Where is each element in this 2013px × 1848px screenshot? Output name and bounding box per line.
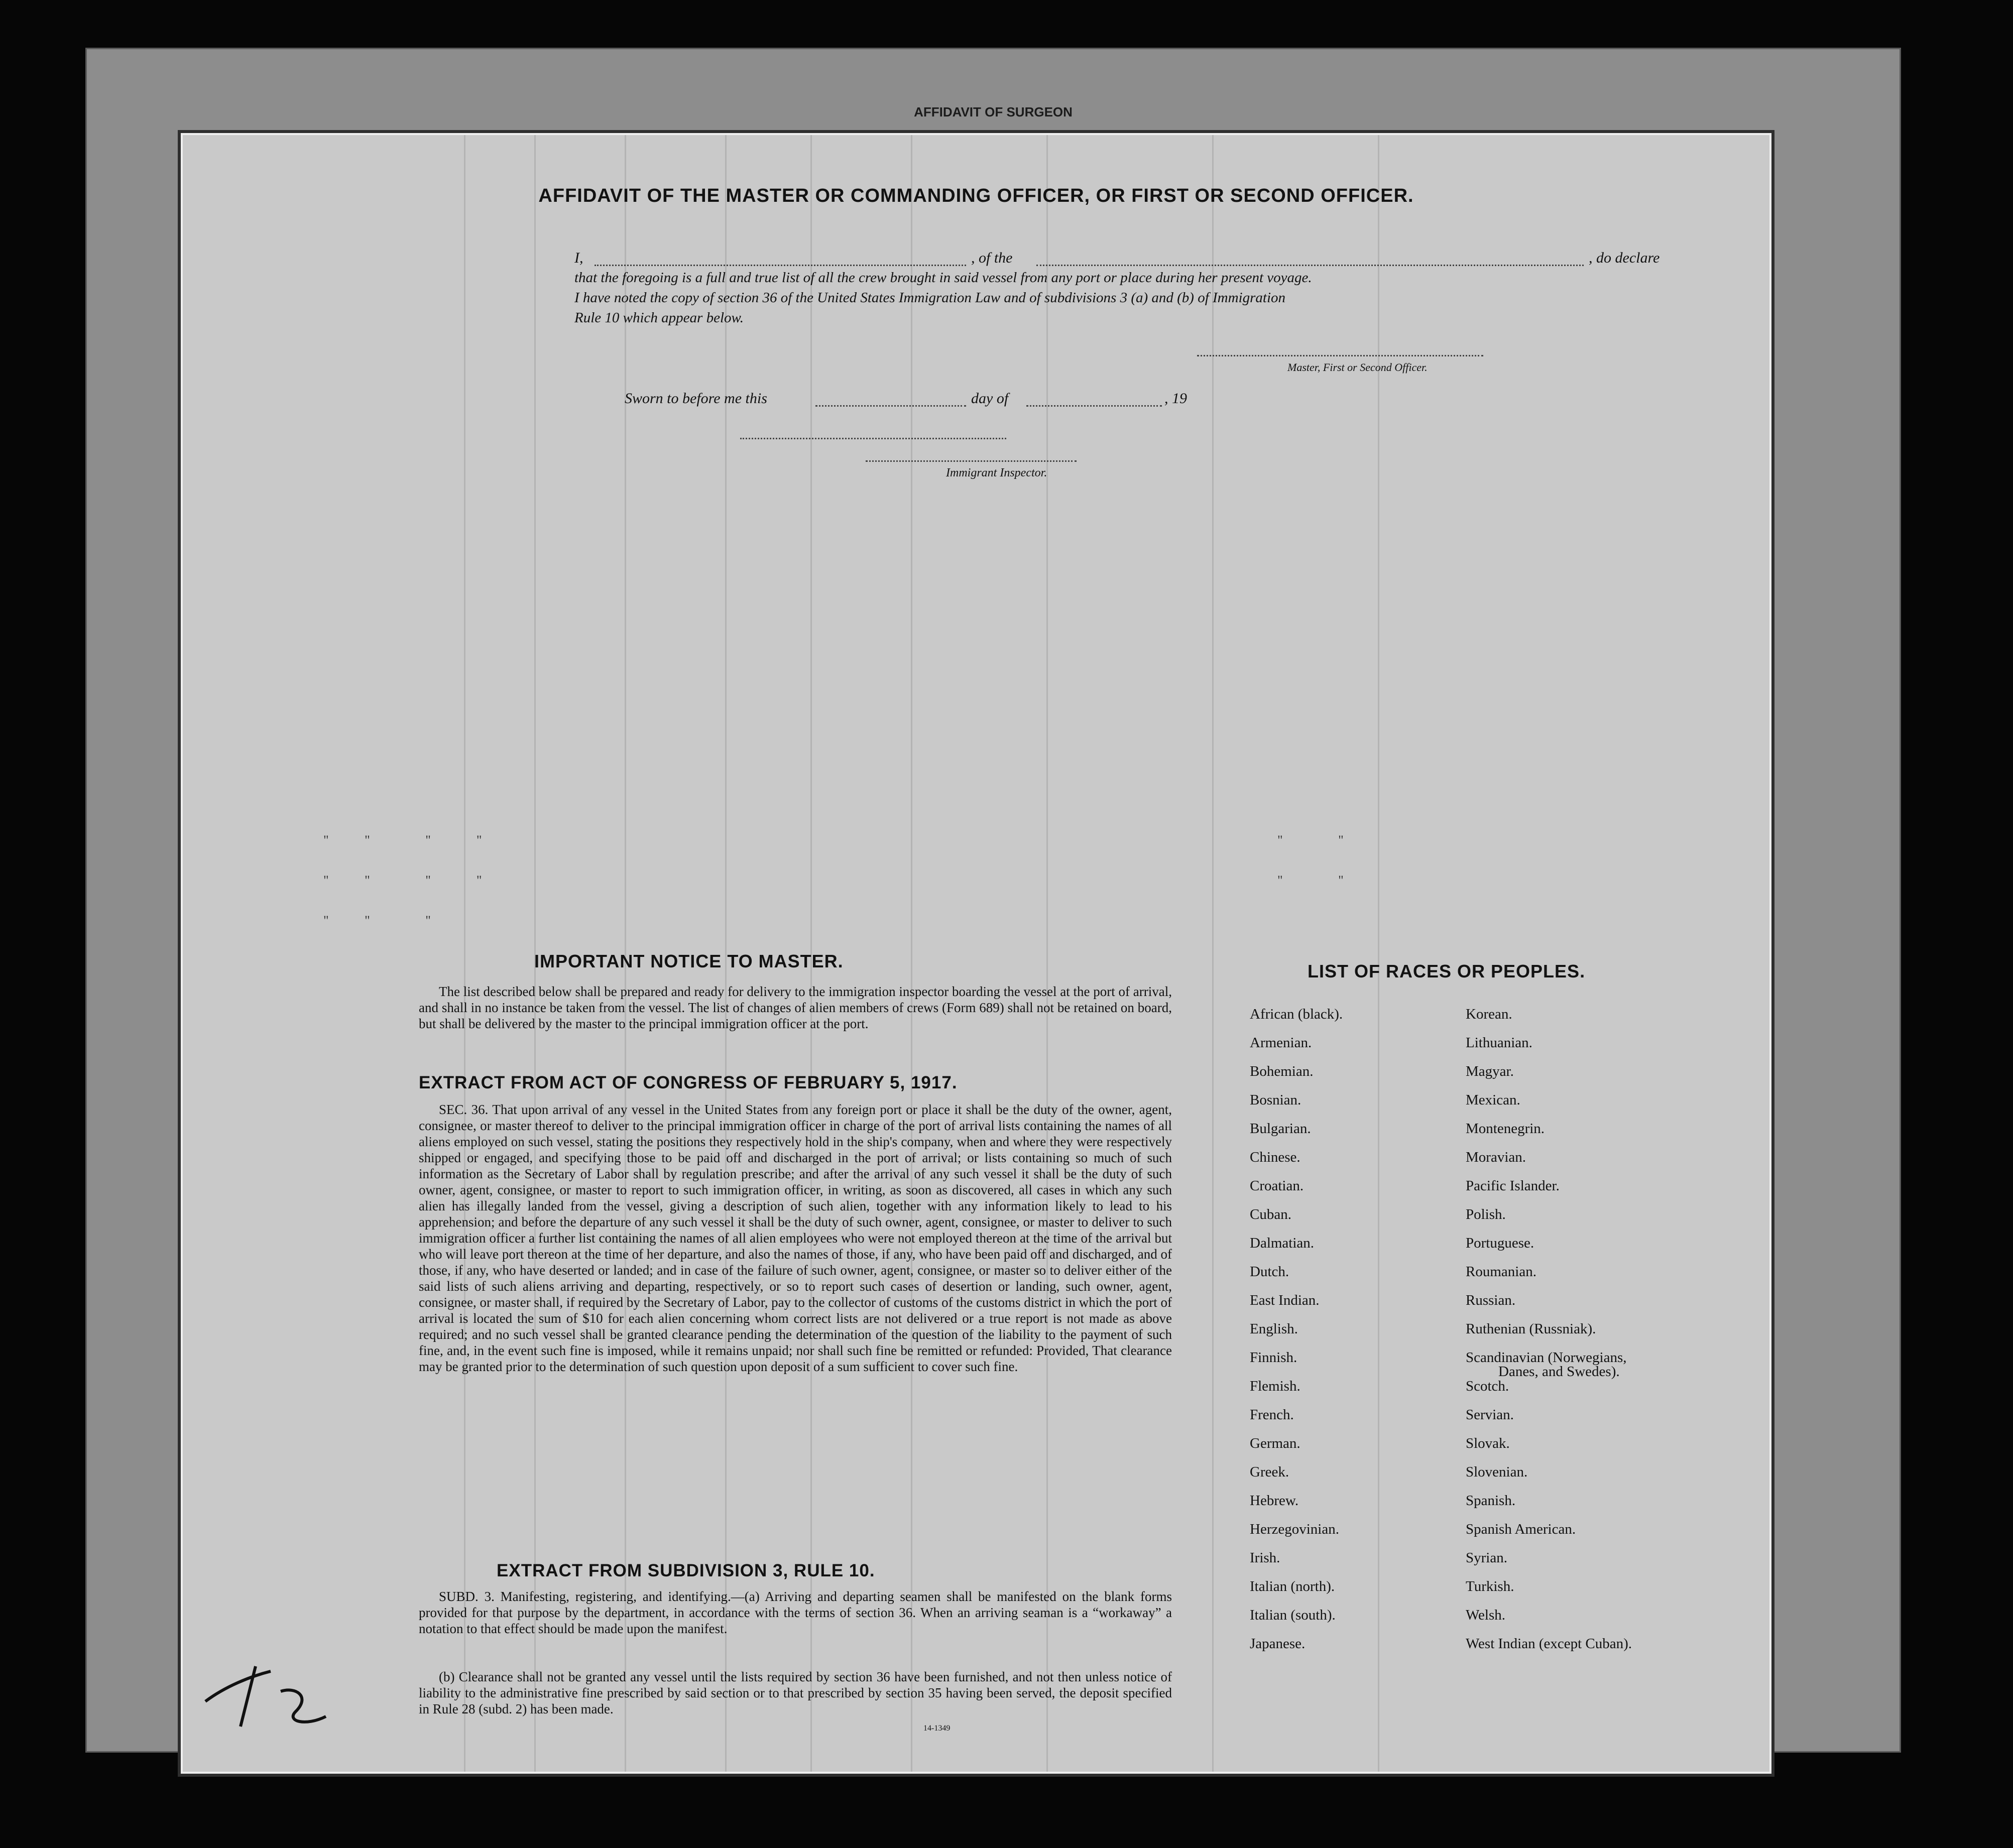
race-item: Bosnian.: [1250, 1092, 1301, 1108]
race-item: African (black).: [1250, 1006, 1343, 1022]
race-item: Scandinavian (Norwegians,: [1466, 1349, 1627, 1366]
surgeon-affidavit-header: AFFIDAVIT OF SURGEON: [914, 104, 1073, 119]
inspector-label: Immigrant Inspector.: [946, 466, 1047, 479]
sworn-day-field[interactable]: [815, 405, 966, 407]
sworn-month-field[interactable]: [1026, 405, 1162, 407]
race-item: Servian.: [1466, 1407, 1514, 1423]
race-item: West Indian (except Cuban).: [1466, 1636, 1632, 1652]
race-item: Bohemian.: [1250, 1063, 1314, 1079]
race-item: Croatian.: [1250, 1178, 1304, 1194]
race-item: Slovenian.: [1466, 1464, 1528, 1480]
race-item: Slovak.: [1466, 1435, 1510, 1451]
handwritten-scribble: [195, 1656, 346, 1737]
extract-rule-para-a: SUBD. 3. Manifesting, registering, and identifying.—(a) Arriving and departing seamen shall be manifested on the blank forms provided for that purpose by the department, in accordance with the terms of section 36. When an arriving seaman is a “workaway” a notation to that effect should be made upon the manifest.: [419, 1589, 1172, 1636]
race-item: Magyar.: [1466, 1063, 1514, 1079]
bleed-through-mark: " ": [1277, 833, 1344, 847]
race-item: Syrian.: [1466, 1550, 1507, 1566]
race-item: Armenian.: [1250, 1035, 1312, 1051]
affidavit-line-1: [574, 250, 583, 267]
race-item: Moravian.: [1466, 1149, 1526, 1165]
column-rule: [464, 135, 465, 1772]
column-rule: [1212, 135, 1214, 1772]
extract-rule-para-b: (b) Clearance shall not be granted any vessel until the lists required by section 36 have been furnished, and not then unless notice of liability to the administrative fine prescribed by said section or to that prescribed by section 35 having been served, the deposit specified in Rule 28 (subd. 2) has been made.: [419, 1669, 1172, 1716]
race-item: Flemish.: [1250, 1378, 1300, 1394]
inspector-signature-field-2[interactable]: [866, 460, 1077, 462]
sworn-label: Sworn to before me this: [625, 390, 767, 407]
race-item: Scotch.: [1466, 1378, 1509, 1394]
do-declare-label: , do declare: [1589, 250, 1660, 266]
race-item: Herzegovinian.: [1250, 1521, 1339, 1537]
race-item: Chinese.: [1250, 1149, 1300, 1165]
race-item: Dalmatian.: [1250, 1235, 1315, 1251]
race-item: Japanese.: [1250, 1636, 1306, 1652]
bleed-through-mark: " " " ": [323, 833, 482, 847]
race-item: Cuban.: [1250, 1206, 1291, 1222]
column-rule: [1046, 135, 1048, 1772]
race-item: Spanish.: [1466, 1493, 1516, 1509]
race-item: Russian.: [1466, 1292, 1516, 1308]
race-item: German.: [1250, 1435, 1300, 1451]
bleed-through-mark: " ": [1277, 873, 1344, 888]
bleed-through-mark: " " " ": [323, 873, 482, 888]
race-item: Korean.: [1466, 1006, 1512, 1022]
race-item: Spanish American.: [1466, 1521, 1576, 1537]
race-item: Bulgarian.: [1250, 1121, 1311, 1137]
extract-act-title: EXTRACT FROM ACT OF CONGRESS OF FEBRUARY 5, 1917.: [419, 1073, 958, 1092]
race-item: Italian (south).: [1250, 1607, 1336, 1623]
master-signature-field[interactable]: [1197, 355, 1483, 356]
extract-rule-title: EXTRACT FROM SUBDIVISION 3, RULE 10.: [497, 1561, 875, 1580]
master-signature-label: Master, First or Second Officer.: [1287, 361, 1428, 374]
race-item: Greek.: [1250, 1464, 1289, 1480]
race-item: Lithuanian.: [1466, 1035, 1532, 1051]
affidavit-line-4: Rule 10 which appear below.: [574, 310, 744, 326]
race-item: French.: [1250, 1407, 1294, 1423]
race-item: Pacific Islander.: [1466, 1178, 1560, 1194]
affidavit-line-2: that the foregoing is a full and true list of all the crew brought in said vessel from any port or place during her present voyage.: [574, 270, 1312, 286]
race-item: Portuguese.: [1466, 1235, 1534, 1251]
extract-act-text: SEC. 36. That upon arrival of any vessel in the United States from any foreign port or place it shall be the duty of the owner, agent, consignee, or master thereof to deliver to the principal immigration officer in charge of the port of arrival lists containing the names of all aliens employed on such vessel, stating the positions they respectively hold in the ship's company, when and where they were respectively shipped or engaged, and specifying those to be paid off and discharged in the port of arrival; or lists containing so much of such information as the Secretary of Labor shall by regulation prescribe; and after the arrival of any such vessel it shall be the duty of such owner, agent, consignee, or master to report to such immigration officer, in writing, as soon as discovered, all cases in which any such alien has illegally landed from the vessel, giving a description of such alien, together with any information likely to lead to his apprehension; and before the departure of any such vessel it shall be the duty of such owner, agent, consignee, or master to deliver to such immigration officer a further list containing the names of all alien employees who were not employed thereon at the time of the arrival but who will leave port thereon at the time of her departure, and also the names of those, if any, who have been paid off and discharged, and of those, if any, who have deserted or landed; and in case of the failure of such owner, agent, consignee, or master so to deliver either of the said lists of such aliens arriving and departing, respectively, or so to report such cases of desertion or landing, such owner, agent, consignee, or master shall, if required by the Secretary of Labor, pay to the collector of customs of the customs district in which the port of arrival is located the sum of $10 for each alien concerning whom correct lists are not delivered or a true report is not made as above required; and no such vessel shall be granted clearance pending the determination of the question of the liability to the payment of such fine, and, in the event such fine is imposed, while it remains unpaid; nor shall such fine be remitted or refunded: Provided, That clearance may be granted prior to the determination of such question upon deposit of a sum sufficient to cover such fine.: [419, 1102, 1172, 1374]
race-item: Dutch.: [1250, 1264, 1289, 1280]
form-number: 14-1349: [923, 1724, 951, 1733]
year-label: , 19: [1164, 390, 1187, 407]
race-item: Mexican.: [1466, 1092, 1520, 1108]
race-item: Montenegrin.: [1466, 1121, 1545, 1137]
race-item: Ruthenian (Russniak).: [1466, 1321, 1596, 1337]
race-item: Welsh.: [1466, 1607, 1506, 1623]
race-item: Turkish.: [1466, 1578, 1514, 1594]
affidavit-title: AFFIDAVIT OF THE MASTER OR COMMANDING OFFICER, OR FIRST OR SECOND OFFICER.: [538, 185, 1414, 206]
race-item: Roumanian.: [1466, 1264, 1536, 1280]
inspector-signature-field[interactable]: [740, 438, 1006, 439]
race-item: Danes, and Swedes).: [1498, 1364, 1620, 1380]
of-the-label: , of the: [971, 250, 1013, 266]
race-item: Hebrew.: [1250, 1493, 1299, 1509]
day-of-label: day of: [971, 390, 1009, 407]
race-item: Polish.: [1466, 1206, 1506, 1222]
column-rule: [1378, 135, 1379, 1772]
vessel-name-field[interactable]: [1036, 265, 1584, 266]
affidavit-line-3: I have noted the copy of section 36 of the United States Immigration Law and of subdivisions 3 (a) and (b) of Immigration: [574, 290, 1286, 306]
race-item: Italian (north).: [1250, 1578, 1335, 1594]
race-item: Finnish.: [1250, 1349, 1297, 1366]
notice-title: IMPORTANT NOTICE TO MASTER.: [534, 951, 844, 971]
race-item: Irish.: [1250, 1550, 1280, 1566]
race-item: East Indian.: [1250, 1292, 1320, 1308]
column-rule: [911, 135, 912, 1772]
affidavit-form-page: [181, 133, 1771, 1774]
master-name-field[interactable]: [595, 265, 966, 266]
bleed-through-mark: " " ": [323, 913, 431, 928]
races-title: LIST OF RACES OR PEOPLES.: [1308, 961, 1586, 981]
race-item: English.: [1250, 1321, 1298, 1337]
i-label: I,: [574, 250, 583, 266]
notice-text: The list described below shall be prepared and ready for delivery to the immigration inspector boarding the vessel at the port of arrival, and shall in no instance be taken from the vessel. The list of changes of alien members of crews (Form 689) shall not be retained on board, but shall be delivered by the master to the principal immigration officer at the port.: [419, 984, 1172, 1031]
